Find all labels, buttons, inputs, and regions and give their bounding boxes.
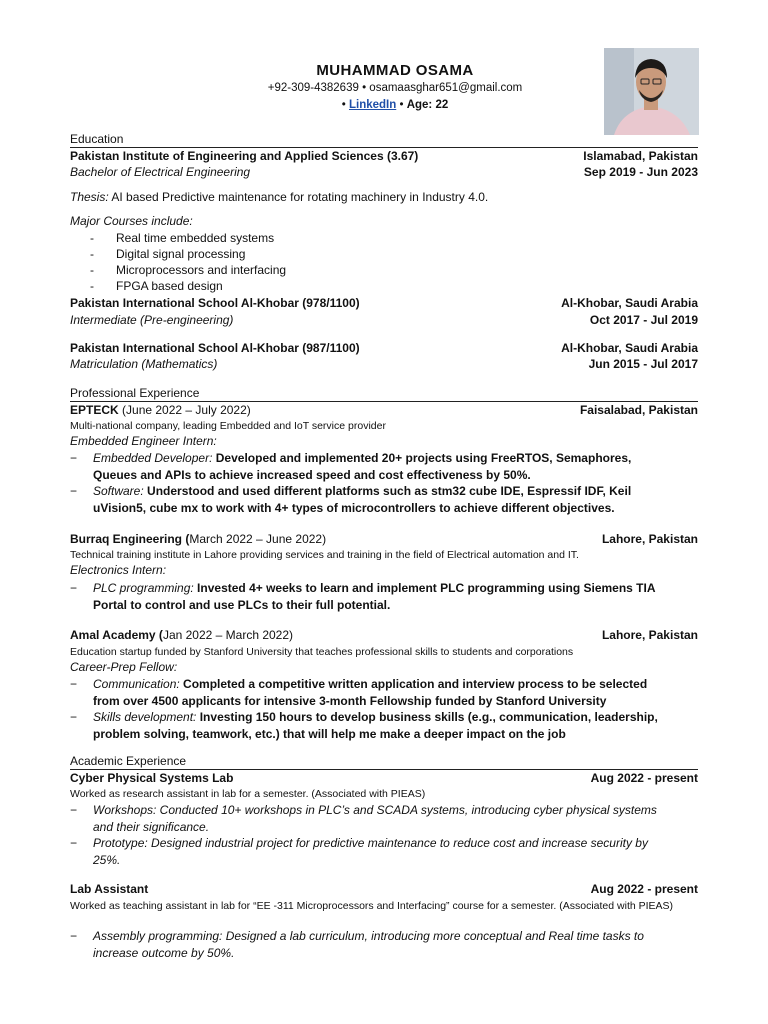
list-item: − Assembly programming: Designed a lab curriculum, introducing more conceptual and Real time tasks to increase outcome by 50%.: [70, 929, 644, 960]
list-item: − Software: Understood and used different platforms such as stm32 cube IDE, Espressif IDF, Keil uVision5, cube mx to work with 4+ types of microcontrollers to achieve different objectives.: [70, 484, 632, 515]
list-item: − Communication: Completed a competitive written application and interview process to be selected from over 4500 applicants for intensive 3-month Fellowship funded by Stanford University: [70, 677, 648, 708]
dates: Jun 2015 - Jul 2017: [588, 357, 698, 371]
period: Jan 2022 – March 2022): [162, 628, 294, 642]
role-title: Electronics Intern:: [70, 563, 167, 577]
school-location: Al-Khobar, Saudi Arabia: [561, 296, 698, 310]
school-location: Al-Khobar, Saudi Arabia: [561, 341, 698, 355]
school-name: Pakistan International School Al-Khobar (987/1100): [70, 341, 360, 355]
company-location: Lahore, Pakistan: [601, 532, 698, 546]
amal-row: [70, 628, 698, 642]
school-name: Pakistan International School Al-Khobar (978/1100): [70, 296, 360, 310]
company-name: Amal Academy (: [70, 628, 163, 642]
dash-marker: -: [90, 231, 94, 245]
school-location: Islamabad, Pakistan: [583, 149, 698, 163]
list-item: − Prototype: Designed industrial project for predictive maintenance to reduce cost and increase security by 25%.: [70, 836, 648, 867]
role-title: Embedded Engineer Intern:: [70, 434, 217, 448]
degree: Bachelor of Electrical Engineering: [70, 165, 251, 179]
academic-heading: Academic Experience: [70, 754, 698, 770]
company-location: Faisalabad, Pakistan: [579, 403, 698, 417]
role-title: Career-Prep Fellow:: [70, 660, 178, 674]
dash-marker: -: [90, 263, 94, 277]
course-item: - Real time embedded systems: [90, 231, 275, 245]
degree: Matriculation (Mathematics): [70, 357, 218, 371]
degree: Intermediate (Pre-engineering): [70, 313, 234, 327]
linkedin-link[interactable]: LinkedIn: [348, 99, 397, 111]
dates: Aug 2022 - present: [590, 771, 698, 785]
email-address[interactable]: osamaasghar651@gmail.com: [369, 82, 523, 94]
phone-number: +92-309-4382639: [267, 82, 359, 94]
position-title: Lab Assistant: [70, 882, 149, 896]
course-item: - Digital signal processing: [90, 247, 246, 261]
course-item: - Microprocessors and interfacing: [90, 263, 287, 277]
burraq-row: [70, 532, 698, 546]
list-item: − Skills development: Investing 150 hours to develop business skills (e.g., communication, leadership, problem solving, teamwork, etc.) that will help me make a deeper impact on the job: [70, 710, 658, 741]
epteck-row: [70, 403, 698, 417]
pieas-degree-row: [70, 165, 698, 179]
experience-heading: Professional Experience: [70, 386, 698, 402]
period: (June 2022 – July 2022): [118, 403, 251, 417]
matric-row: [70, 341, 698, 355]
thesis-line: [70, 190, 698, 204]
position-description: Worked as research assistant in lab for a semester. (Associated with PIEAS): [70, 788, 426, 800]
dash-marker: -: [90, 247, 94, 261]
lab-assistant-row: [70, 882, 698, 896]
bullet-glyph: •: [399, 99, 404, 111]
thesis-label: Thesis:: [70, 190, 109, 204]
list-item: − Embedded Developer: Developed and implemented 20+ projects using FreeRTOS, Semaphores, Queues and APIs to achieve increased speed and cost effectiveness by 50%.: [70, 451, 632, 482]
education-heading: Education: [70, 132, 698, 148]
company-description: Multi-national company, leading Embedded and IoT service provider: [70, 420, 386, 432]
list-item: − PLC programming: Invested 4+ weeks to learn and implement PLC programming using Siemens TIA Portal to control and use PLCs to their full potential.: [70, 581, 656, 612]
position-title: Cyber Physical Systems Lab: [70, 771, 234, 785]
intermediate-row: [70, 296, 698, 310]
courses-label: Major Courses include:: [70, 214, 193, 228]
dates: Oct 2017 - Jul 2019: [589, 313, 698, 327]
company-name: EPTECK: [70, 403, 119, 417]
dates: Sep 2019 - Jun 2023: [583, 165, 698, 179]
separator: •: [358, 82, 370, 94]
dash-marker: -: [90, 279, 94, 293]
dates: Aug 2022 - present: [590, 882, 698, 896]
course-item: - FPGA based design: [90, 279, 223, 293]
age: Age: 22: [406, 99, 449, 111]
profile-photo: [604, 48, 699, 135]
school-name: Pakistan Institute of Engineering and Applied Sciences (3.67): [70, 149, 419, 163]
candidate-name: MUHAMMAD OSAMA: [316, 62, 474, 79]
position-description: Worked as teaching assistant in lab for “EE -311 Microprocessors and Interfacing” course for a semester. (Associated with PIEAS): [70, 900, 674, 912]
company-location: Lahore, Pakistan: [601, 628, 698, 642]
company-description: Education startup funded by Stanford University that teaches professional skills to students and corporations: [70, 646, 574, 658]
intermediate-degree-row: [70, 313, 698, 327]
pieas-row: [70, 149, 698, 163]
list-item: − Workshops: Conducted 10+ workshops in PLC’s and SCADA systems, introducing cyber physical systems and their significance.: [70, 803, 657, 834]
thesis-text: AI based Predictive maintenance for rotating machinery in Industry 4.0.: [108, 190, 489, 204]
cps-row: [70, 771, 698, 785]
company-name: Burraq Engineering (: [70, 532, 190, 546]
bullet-glyph: •: [341, 99, 346, 111]
company-description: Technical training institute in Lahore providing services and training in the field of Electrical automation and IT.: [70, 549, 579, 561]
matric-degree-row: [70, 357, 698, 371]
period: March 2022 – June 2022): [189, 532, 327, 546]
